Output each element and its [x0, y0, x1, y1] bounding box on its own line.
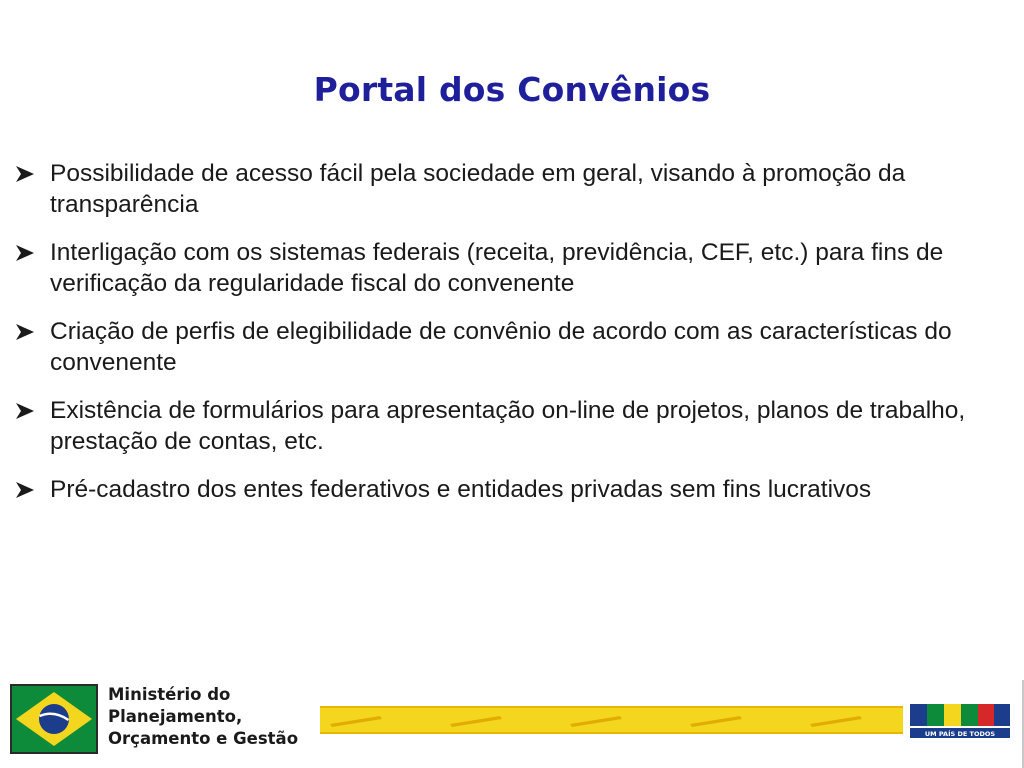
arrow-bullet-icon — [14, 402, 36, 420]
bullet-text: Possibilidade de acesso fácil pela sociedade em geral, visando à promoção da transparência — [50, 160, 906, 218]
bullet-item — [14, 316, 1004, 378]
bullet-text: Interligação com os sistemas federais (receita, previdência, CEF, etc.) para fins de verificação da regularidade fiscal do convenente — [50, 239, 944, 297]
arrow-bullet-icon — [14, 244, 36, 262]
brasil-tagline: UM PAÍS DE TODOS — [924, 730, 996, 738]
ministry-line-3: Orçamento e Gestão — [108, 729, 299, 748]
bullet-item — [14, 158, 1004, 220]
brasil-logo — [910, 702, 1010, 742]
slide-title: Portal dos Convênios — [313, 70, 711, 109]
bullet-text: Existência de formulários para apresentação on-line de projetos, planos de trabalho, prestação de contas, etc. — [50, 397, 966, 455]
arrow-bullet-icon — [14, 165, 36, 183]
arrow-bullet-icon — [14, 481, 36, 499]
bullet-item — [14, 237, 1004, 299]
bullet-item — [14, 395, 1004, 457]
ministry-logo — [10, 684, 310, 754]
ministry-line-1: Ministério do — [108, 685, 231, 704]
bullet-text: Criação de perfis de elegibilidade de convênio de acordo com as características do convenente — [50, 318, 952, 376]
ministry-name — [108, 684, 298, 750]
bullet-list — [14, 158, 1004, 522]
arrow-bullet-icon — [14, 323, 36, 341]
bullet-text: Pré-cadastro dos entes federativos e entidades privadas sem fins lucrativos — [50, 476, 872, 503]
decorative-yellow-band — [320, 706, 903, 734]
bullet-item — [14, 474, 1004, 505]
brazil-flag-icon — [10, 684, 98, 754]
footer — [0, 684, 1024, 768]
ministry-line-2: Planejamento, — [108, 707, 243, 726]
